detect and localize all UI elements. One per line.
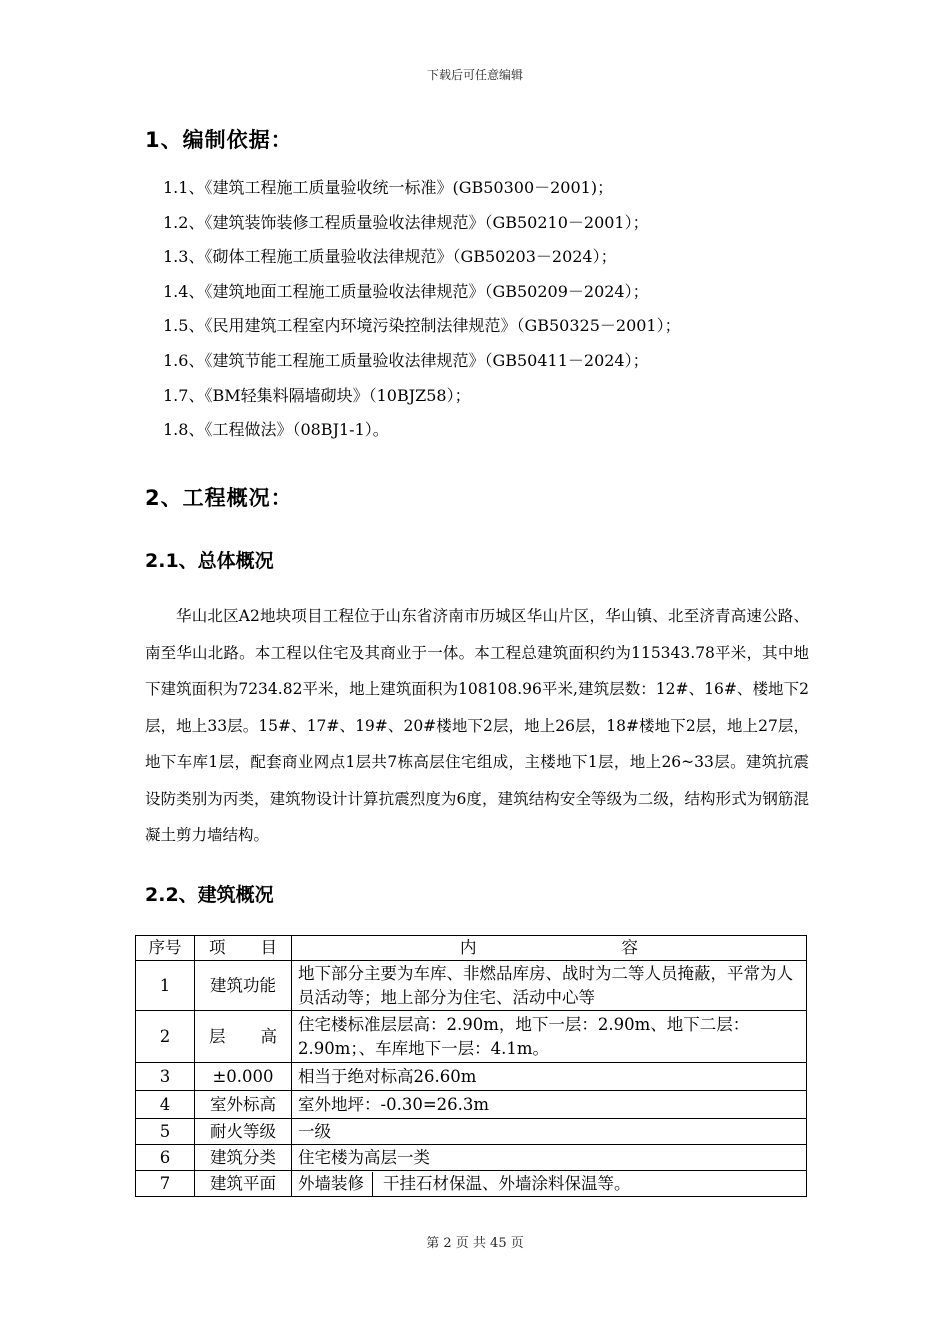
overview-paragraph: 华山北区A2地块项目工程位于山东省济南市历城区华山片区，华山镇、北至济青高速公路、南至华山北路。本工程以住宅及其商业于一体。本工程总建筑面积约为115343.78平米，其中地下建筑面积为7234.82平米，地上建筑面积为108108.96平米,建筑层数：12#、16#、楼地下2层，地上33层。15#、17#、19#、20#楼地下2层，地上26层，18#楼地下2层，地上27层，地下车库1层，配套商业网点1层共7栋高层住宅组成，主楼地下1层，地上26~33层。建筑抗震设防类别为丙类，建筑物设计计算抗震烈度为6度，建筑结构安全等级为二级，结构形式为钢筋混凝土剪力墙结构。 xyxy=(145,607,809,844)
row-item-b: 高 xyxy=(260,1026,277,1046)
row-item-a: 层 xyxy=(209,1026,226,1046)
row-no: 2 xyxy=(136,1011,195,1063)
row-no: 5 xyxy=(136,1119,195,1145)
page-footer: 第 2 页 共 45 页 xyxy=(426,1236,524,1251)
row-no: 3 xyxy=(136,1063,195,1091)
section-2-2-title: 2.2、建筑概况 xyxy=(145,884,274,906)
reference-item: 1.2、《建筑装饰装修工程质量验收法律规范》（GB50210－2001）； xyxy=(163,212,649,232)
table-row xyxy=(136,961,807,1011)
header-content xyxy=(292,936,807,961)
row-no: 1 xyxy=(136,961,195,1011)
reference-item: 1.3、《砌体工程施工质量验收法律规范》（GB50203－2024）； xyxy=(163,247,617,267)
section-1-title: 1、编制依据： xyxy=(145,128,293,152)
row-content: 一级 xyxy=(292,1119,807,1145)
reference-item: 1.6、《建筑节能工程施工质量验收法律规范》（GB50411－2024）； xyxy=(163,350,649,370)
row-content xyxy=(292,1171,807,1197)
table-row xyxy=(136,1119,807,1145)
row-item: 耐火等级 xyxy=(195,1119,292,1145)
reference-item: 1.8、《工程做法》（08BJ1-1）。 xyxy=(163,420,389,440)
header-item-b: 目 xyxy=(260,938,277,957)
row-content: 住宅楼为高层一类 xyxy=(292,1145,807,1171)
section-2-title: 2、工程概况： xyxy=(145,486,293,510)
row-item xyxy=(195,1011,292,1063)
building-overview-table xyxy=(135,935,807,1197)
table-header-row xyxy=(136,936,807,961)
header-no: 序号 xyxy=(136,936,195,961)
row-item: 建筑分类 xyxy=(195,1145,292,1171)
row-item: 建筑功能 xyxy=(195,961,292,1011)
row-item: 建筑平面 xyxy=(195,1171,292,1197)
row-item: ±0.000 xyxy=(195,1063,292,1091)
reference-list xyxy=(163,177,681,454)
row-sub-item: 外墙装修 xyxy=(298,1172,373,1196)
page-header: 下载后可任意编辑 xyxy=(426,68,523,82)
header-item xyxy=(195,936,292,961)
table-row xyxy=(136,1011,807,1063)
section-2-1-title: 2.1、总体概况 xyxy=(145,550,274,572)
header-content-a: 内 xyxy=(460,938,477,957)
reference-item: 1.7、《BM轻集料隔墙砌块》（10BJZ58）； xyxy=(163,385,471,405)
row-sub-content: 干挂石材保温、外墙涂料保温等。 xyxy=(383,1173,631,1193)
table-row xyxy=(136,1145,807,1171)
header-content-b: 容 xyxy=(621,938,638,957)
reference-item: 1.1、《建筑工程施工质量验收统一标准》(GB50300－2001)； xyxy=(163,178,614,197)
row-content: 地下部分主要为车库、非燃品库房、战时为二等人员掩蔽，平常为人员活动等；地上部分为住宅、活动中心等 xyxy=(292,961,807,1011)
row-no: 7 xyxy=(136,1171,195,1197)
row-content: 相当于绝对标高26.60m xyxy=(292,1063,807,1091)
table-row xyxy=(136,1063,807,1091)
table-row xyxy=(136,1171,807,1197)
row-content: 住宅楼标准层层高：2.90m，地下一层：2.90m、地下二层：2.90m；、车库地下一层：4.1m。 xyxy=(292,1011,807,1063)
row-no: 6 xyxy=(136,1145,195,1171)
header-item-a: 项 xyxy=(209,938,226,957)
reference-item: 1.4、《建筑地面工程施工质量验收法律规范》（GB50209－2024）； xyxy=(163,281,649,301)
table-row xyxy=(136,1091,807,1119)
row-no: 4 xyxy=(136,1091,195,1119)
row-content: 室外地坪：-0.30=26.3m xyxy=(292,1091,807,1119)
reference-item: 1.5、《民用建筑工程室内环境污染控制法律规范》（GB50325－2001）； xyxy=(163,316,681,336)
row-item: 室外标高 xyxy=(195,1091,292,1119)
